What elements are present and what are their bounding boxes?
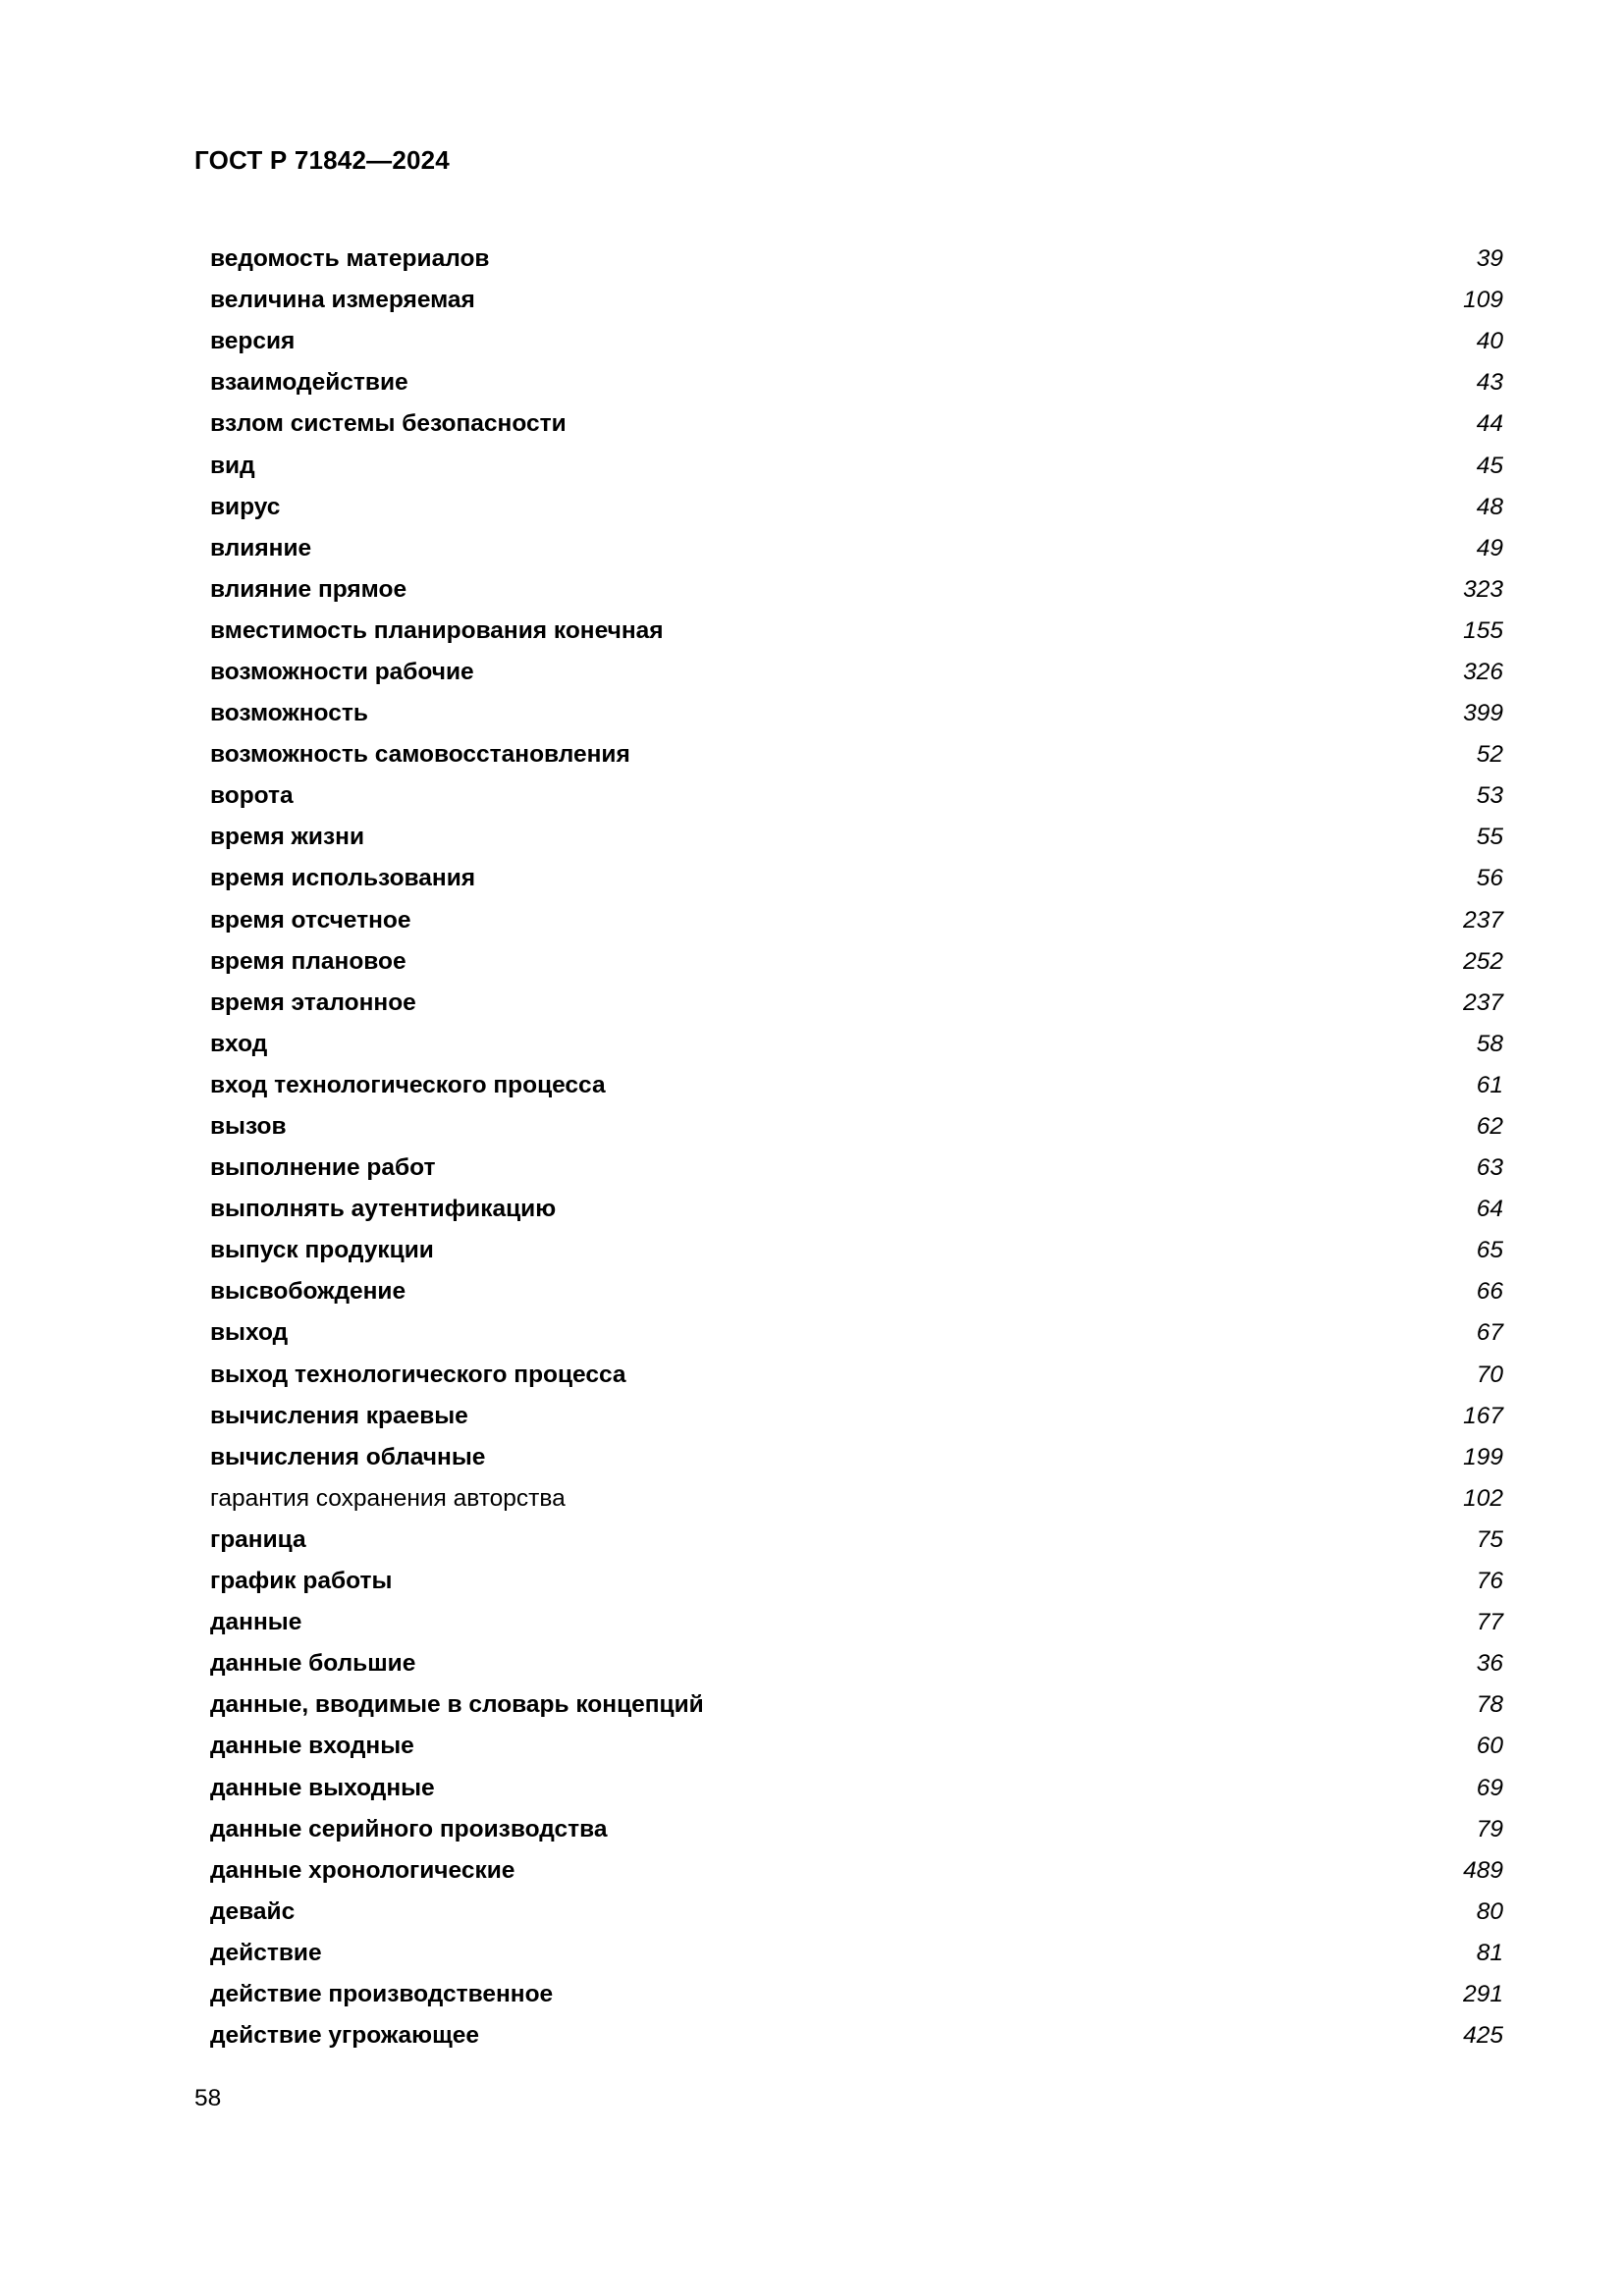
index-entry — [210, 1520, 1503, 1561]
index-term: вычисления краевые — [210, 1402, 468, 1429]
index-entry — [210, 528, 1503, 569]
index-entry — [210, 734, 1503, 775]
index-term: время использования — [210, 865, 476, 892]
index-term: данные серийного производства — [210, 1815, 608, 1842]
index-term: выполнять аутентификацию — [210, 1196, 557, 1223]
index-page-ref: 55 — [1476, 824, 1503, 851]
index-term: вид — [210, 452, 255, 479]
index-term: время отсчетное — [210, 906, 411, 934]
document-header: ГОСТ Р 71842—2024 — [194, 145, 450, 175]
index-page-ref: 155 — [1463, 616, 1503, 644]
index-page-ref: 77 — [1476, 1609, 1503, 1636]
index-page-ref: 323 — [1463, 575, 1503, 603]
index-page-ref: 63 — [1476, 1154, 1503, 1182]
index-entry — [210, 1024, 1503, 1065]
index-term: график работы — [210, 1568, 393, 1595]
index-term: взаимодействие — [210, 369, 408, 397]
index-term: выпуск продукции — [210, 1237, 434, 1264]
index-entry — [210, 239, 1503, 280]
index-term: граница — [210, 1525, 306, 1553]
index-page-ref: 62 — [1476, 1113, 1503, 1141]
index-term: возможности рабочие — [210, 658, 474, 685]
index-entry — [210, 1602, 1503, 1643]
index-entry — [210, 1230, 1503, 1271]
index-entry — [210, 1396, 1503, 1437]
index-page-ref: 102 — [1463, 1484, 1503, 1512]
index-page-ref: 326 — [1463, 658, 1503, 685]
index-page-ref: 69 — [1476, 1774, 1503, 1801]
index-entry — [210, 652, 1503, 693]
index-page-ref: 45 — [1476, 452, 1503, 479]
index-entry — [210, 1065, 1503, 1106]
index-entry — [210, 1850, 1503, 1892]
index-term: возможность — [210, 700, 368, 727]
index-page-ref: 52 — [1476, 741, 1503, 769]
index-term: данные хронологические — [210, 1856, 515, 1884]
index-entry — [210, 1148, 1503, 1189]
index-page-ref: 40 — [1476, 328, 1503, 355]
index-entry — [210, 445, 1503, 486]
index-entry — [210, 1892, 1503, 1933]
index-entry — [210, 1767, 1503, 1808]
index-entry — [210, 1189, 1503, 1230]
index-page-ref: 252 — [1463, 947, 1503, 975]
index-page-ref: 109 — [1463, 287, 1503, 314]
page-number: 58 — [194, 2085, 222, 2111]
index-term: вместимость планирования конечная — [210, 616, 664, 644]
index-term: действие угрожающее — [210, 2022, 479, 2050]
index-entry — [210, 775, 1503, 817]
index-term: величина измеряемая — [210, 287, 475, 314]
index-page-ref: 237 — [1463, 906, 1503, 934]
index-term: вычисления облачные — [210, 1443, 486, 1470]
index-entry — [210, 1561, 1503, 1602]
index-term: возможность самовосстановления — [210, 741, 630, 769]
index-term: влияние прямое — [210, 575, 407, 603]
index-term: данные большие — [210, 1650, 416, 1678]
index-entry — [210, 941, 1503, 983]
index-page-ref: 489 — [1463, 1856, 1503, 1884]
index-entry — [210, 817, 1503, 858]
index-page-ref: 291 — [1463, 1980, 1503, 2007]
index-entry — [210, 2015, 1503, 2056]
index-term: вирус — [210, 493, 281, 520]
index-page-ref: 70 — [1476, 1361, 1503, 1388]
index-entry — [210, 983, 1503, 1024]
index-term: ведомость материалов — [210, 245, 490, 273]
index-entry — [210, 1643, 1503, 1684]
index-entry — [210, 900, 1503, 941]
index-term: данные выходные — [210, 1774, 435, 1801]
index-page-ref: 53 — [1476, 782, 1503, 810]
index-page-ref: 49 — [1476, 534, 1503, 561]
index-entry — [210, 1684, 1503, 1726]
index-entry — [210, 321, 1503, 362]
index-page-ref: 81 — [1476, 1939, 1503, 1966]
index-page-ref: 61 — [1476, 1071, 1503, 1098]
index-entry — [210, 1478, 1503, 1520]
index-entry — [210, 362, 1503, 403]
index-term: данные — [210, 1609, 302, 1636]
index-term: версия — [210, 328, 296, 355]
index-entry — [210, 1974, 1503, 2015]
index-term: влияние — [210, 534, 312, 561]
index-page-ref: 199 — [1463, 1443, 1503, 1470]
index-entry — [210, 1106, 1503, 1148]
alphabetical-index — [210, 239, 1503, 2056]
index-term: данные входные — [210, 1733, 414, 1760]
index-term: выход — [210, 1319, 289, 1347]
index-term: время жизни — [210, 824, 365, 851]
index-term: ворота — [210, 782, 294, 810]
index-term: вызов — [210, 1113, 287, 1141]
index-entry — [210, 569, 1503, 611]
index-page-ref: 60 — [1476, 1733, 1503, 1760]
index-page-ref: 80 — [1476, 1897, 1503, 1925]
index-term: вход — [210, 1030, 268, 1057]
index-page-ref: 425 — [1463, 2022, 1503, 2050]
index-term: высвобождение — [210, 1278, 406, 1306]
index-term: время плановое — [210, 947, 406, 975]
index-page-ref: 66 — [1476, 1278, 1503, 1306]
index-term: гарантия сохранения авторства — [210, 1484, 566, 1512]
index-page-ref: 399 — [1463, 700, 1503, 727]
index-page-ref: 65 — [1476, 1237, 1503, 1264]
index-entry — [210, 403, 1503, 445]
index-entry — [210, 487, 1503, 528]
index-entry — [210, 1437, 1503, 1478]
index-page-ref: 48 — [1476, 493, 1503, 520]
index-term: вход технологического процесса — [210, 1071, 606, 1098]
index-term: выполнение работ — [210, 1154, 436, 1182]
index-term: время эталонное — [210, 988, 416, 1016]
index-page-ref: 36 — [1476, 1650, 1503, 1678]
index-page-ref: 79 — [1476, 1815, 1503, 1842]
index-page-ref: 67 — [1476, 1319, 1503, 1347]
index-entry — [210, 693, 1503, 734]
index-page-ref: 78 — [1476, 1691, 1503, 1719]
index-entry — [210, 858, 1503, 899]
index-page-ref: 237 — [1463, 988, 1503, 1016]
index-entry — [210, 611, 1503, 652]
index-term: действие производственное — [210, 1980, 554, 2007]
index-page-ref: 64 — [1476, 1196, 1503, 1223]
index-term: действие — [210, 1939, 322, 1966]
index-entry — [210, 1271, 1503, 1312]
index-entry — [210, 1312, 1503, 1354]
index-term: взлом системы безопасности — [210, 410, 567, 438]
index-entry — [210, 1933, 1503, 1974]
index-page-ref: 75 — [1476, 1525, 1503, 1553]
index-page-ref: 167 — [1463, 1402, 1503, 1429]
index-page-ref: 43 — [1476, 369, 1503, 397]
index-entry — [210, 1726, 1503, 1767]
index-entry — [210, 1809, 1503, 1850]
index-term: выход технологического процесса — [210, 1361, 626, 1388]
index-entry — [210, 280, 1503, 321]
index-page-ref: 58 — [1476, 1030, 1503, 1057]
index-page-ref: 44 — [1476, 410, 1503, 438]
index-page-ref: 76 — [1476, 1568, 1503, 1595]
index-entry — [210, 1355, 1503, 1396]
index-page-ref: 56 — [1476, 865, 1503, 892]
index-term: данные, вводимые в словарь концепций — [210, 1691, 704, 1719]
index-term: девайс — [210, 1897, 296, 1925]
index-page-ref: 39 — [1476, 245, 1503, 273]
